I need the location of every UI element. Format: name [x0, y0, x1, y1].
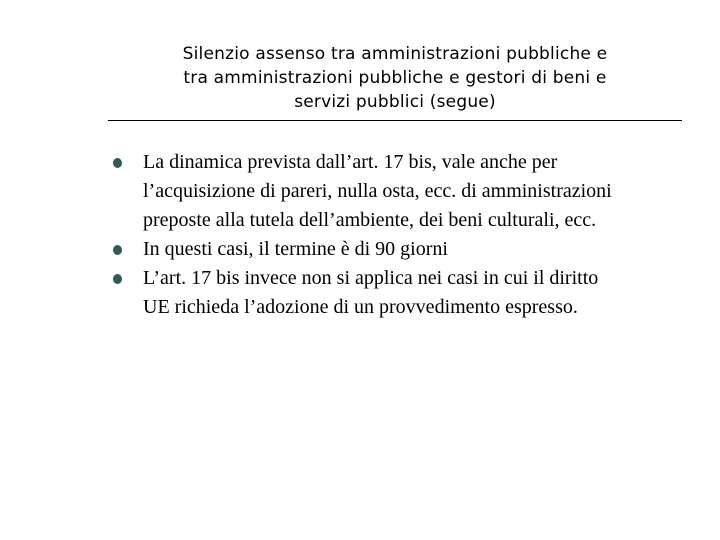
bullet-text-line: UE richieda l’adozione di un provvedimento espresso.	[143, 296, 578, 318]
bullet-text-line: La dinamica prevista dall’art. 17 bis, vale anche per	[143, 151, 558, 173]
bullet-item-1	[112, 148, 702, 235]
title-divider	[108, 120, 682, 121]
bullet-text-line: L’art. 17 bis invece non si applica nei casi in cui il diritto	[143, 267, 599, 289]
slide-title-line-2: tra amministrazioni pubbliche e gestori di beni e	[183, 68, 607, 88]
slide-title	[108, 42, 682, 114]
slide-title-line-3: servizi pubblici (segue)	[294, 92, 496, 112]
bullet-icon	[113, 245, 122, 255]
bullet-item-3	[112, 264, 702, 322]
bullet-text-line: In questi casi, il termine è di 90 giorni	[143, 238, 448, 260]
bullet-item-2	[112, 235, 702, 264]
bullet-icon	[113, 158, 122, 168]
slide-title-line-1: Silenzio assenso tra amministrazioni pubbliche e	[182, 44, 608, 64]
bullet-icon	[113, 274, 122, 284]
bullet-list	[112, 148, 702, 322]
bullet-text-line: preposte alla tutela dell’ambiente, dei beni culturali, ecc.	[143, 209, 597, 231]
bullet-text-line: l’acquisizione di pareri, nulla osta, ecc. di amministrazioni	[143, 180, 612, 202]
